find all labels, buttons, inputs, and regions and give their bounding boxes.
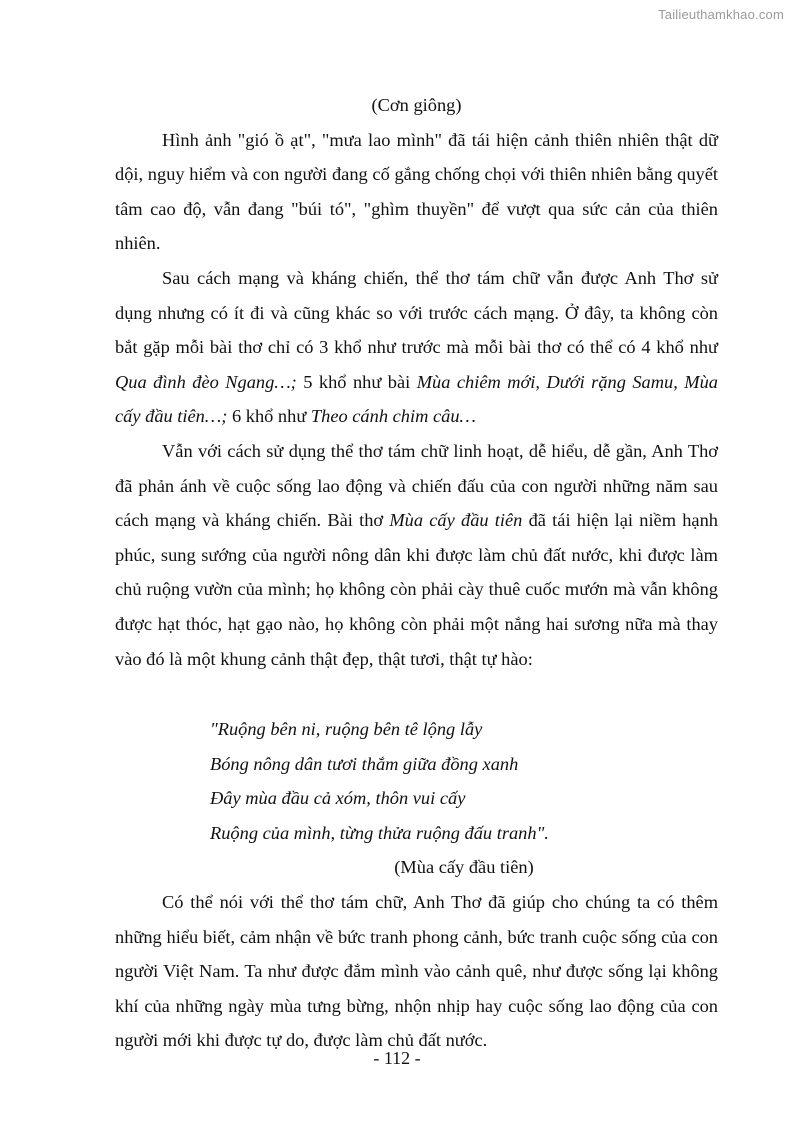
poem-line: Ruộng của mình, từng thửa ruộng đấu tranh".: [210, 822, 549, 843]
paragraph-2-italic-3: Theo cánh chim câu…: [310, 406, 476, 427]
paragraph-2-text-1: Sau cách mạng và kháng chiến, thể thơ tám chữ vẫn được Anh Thơ sử dụng nhưng có ít đi và cũng khác so với trước cách mạng. Ở đây, ta không còn bắt gặp mỗi bài thơ chỉ có 3 khổ như trước mà mỗi bài thơ có thể có 4 khổ như: [115, 267, 718, 358]
paragraph-3-italic-1: Mùa cấy đầu tiên: [389, 510, 523, 531]
paragraph-4: Có thể nói với thể thơ tám chữ, Anh Thơ đã giúp cho chúng ta có thêm những hiểu biết, cảm nhận về bức tranh phong cảnh, bức tranh cuộc sống của con người Việt Nam. Ta như được đắm mình vào cảnh quê, như được sống lại không khí của những ngày mùa tưng bừng, nhộn nhịp hay cuộc sống lao động của con người mới khi được tự do, được làm chủ đất nước.: [115, 892, 718, 1051]
paragraph-2-text-2: 5 khổ như bài: [296, 371, 417, 392]
poem-line: Bóng nông dân tươi thắm giữa đồng xanh: [210, 753, 519, 774]
paragraph-3-text-1: Vẫn với cách sử dụng thể thơ tám chữ linh hoạt, dễ hiểu, dễ gần, Anh Thơ đã phản ánh về cuộc sống lao động và chiến đấu của con người những năm sau cách mạng và kháng chiến. Bài thơ: [115, 440, 718, 531]
paragraph-3: [115, 434, 718, 676]
spacer: [115, 676, 718, 712]
poem-line: "Ruộng bên ni, ruộng bên tê lộng lẫy: [210, 719, 483, 740]
paragraph-2: [115, 261, 718, 434]
page-body: [115, 88, 718, 1058]
paragraph-2-italic-2: Mùa chiêm mới, Dưới rặng Samu, Mùa cấy đầu tiên…;: [115, 371, 718, 427]
paragraph-1: Hình ảnh "gió ồ ạt", "mưa lao mình" đã tái hiện cảnh thiên nhiên thật dữ dội, nguy hiểm và con người đang cố gắng chống chọi với thiên nhiên bằng quyết tâm cao độ, vẫn đang "búi tó", "ghìm thuyền" để vượt qua sức cản của thiên nhiên.: [115, 129, 718, 254]
poem-line: Đây mùa đầu cả xóm, thôn vui cấy: [210, 788, 466, 809]
source-citation-1: (Cơn giông): [371, 95, 462, 115]
watermark: Tailieuthamkhao.com: [658, 7, 784, 22]
paragraph-2-text-3: 6 khổ như: [227, 406, 311, 427]
paragraph-2-italic-1: Qua đình đèo Ngang…;: [115, 371, 297, 392]
page-number: - 112 -: [373, 1048, 421, 1068]
paragraph-3-text-2: đã tái hiện lại niềm hạnh phúc, sung sướng của người nông dân khi được làm chủ đất nước, khi được làm chủ ruộng vườn của mình; họ không còn phải cày thuê cuốc mướn mà vẫn không được hạt thóc, hạt gạo nào, họ không còn phải một nắng hai sương nữa mà thay vào đó là một khung cảnh thật đẹp, thật tươi, thật tự hào:: [115, 510, 718, 669]
source-citation-2: (Mùa cấy đầu tiên): [394, 857, 534, 878]
poem-block: [115, 712, 718, 850]
